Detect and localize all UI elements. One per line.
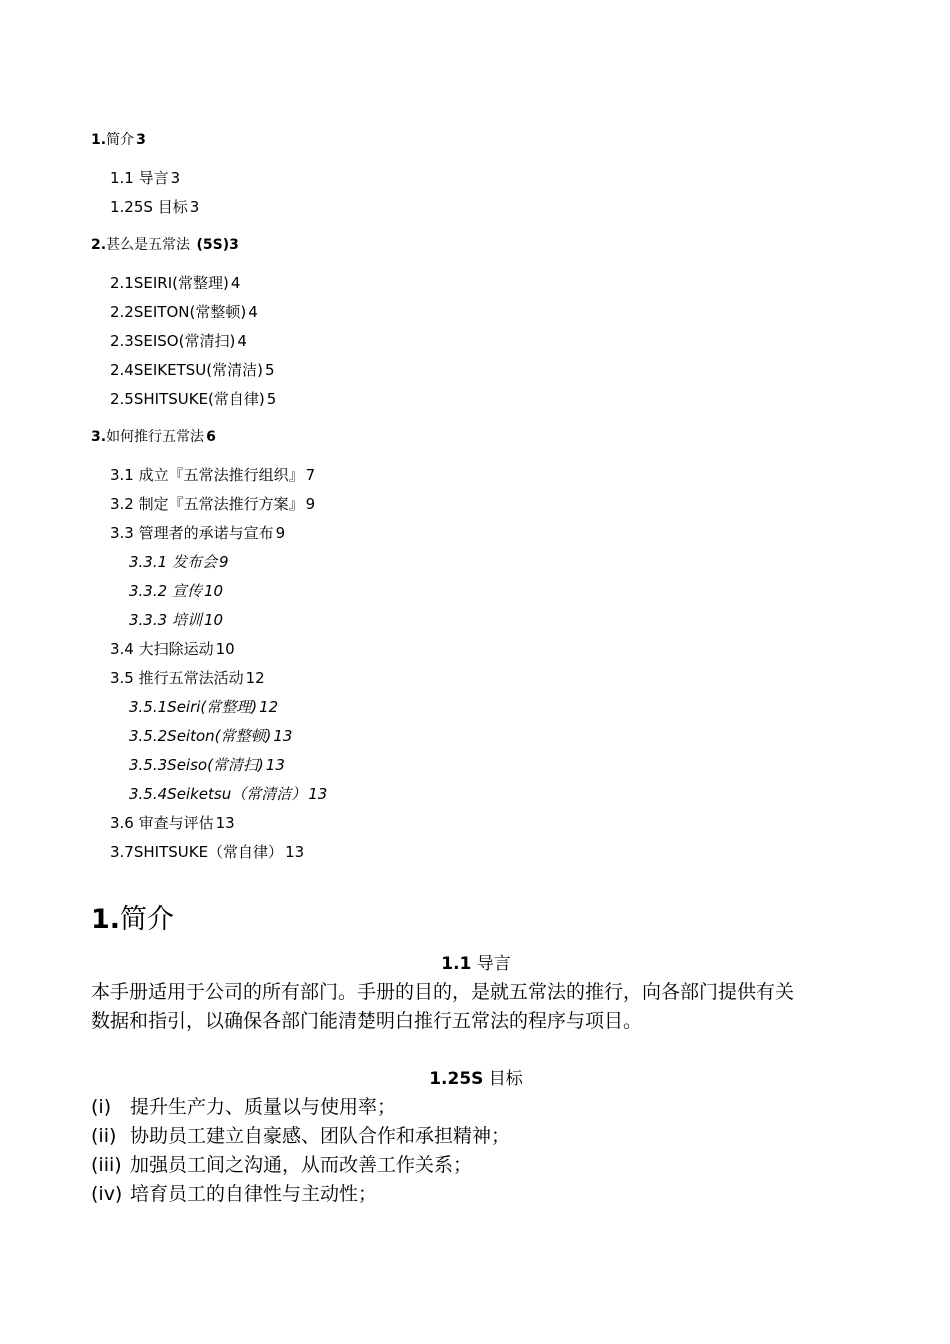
toc-entry[interactable] xyxy=(91,298,871,327)
toc-entry[interactable] xyxy=(91,423,871,452)
toc-entry-page: 10 xyxy=(203,611,224,629)
intro-title: 导言 xyxy=(471,954,511,974)
goals-title: 目标 xyxy=(483,1069,523,1089)
goal-item-text: 协助员工建立自豪感、团队合作和承担精神； xyxy=(130,1125,511,1147)
toc-entry-number: 2.2 xyxy=(110,303,134,321)
goals-list xyxy=(91,1093,861,1209)
toc-entry-number: 3.2 xyxy=(110,495,134,513)
goal-item-marker: (iv) xyxy=(91,1183,123,1205)
toc-entry-number: 2.3 xyxy=(110,332,134,350)
section-number: 1. xyxy=(91,904,121,935)
toc-entry-number: 3.3.2 xyxy=(129,582,168,600)
toc-entry-title: Seiso(常清扫) xyxy=(167,756,264,774)
toc-entry[interactable] xyxy=(91,519,871,548)
toc-entry[interactable] xyxy=(91,577,871,606)
toc-entry-title: SHITSUKE（常自律） xyxy=(133,843,284,861)
toc-entry-page: 13 xyxy=(265,756,285,774)
toc-entry-page: 3 xyxy=(189,198,200,216)
toc-entry[interactable] xyxy=(91,751,871,780)
toc-entry-page: 10 xyxy=(215,640,235,658)
toc-entry-page: 4 xyxy=(230,274,241,292)
toc-entry[interactable] xyxy=(91,722,871,751)
toc-entry-page: 13 xyxy=(285,843,305,861)
toc-entry-page: 13 xyxy=(308,785,328,803)
toc-entry[interactable] xyxy=(91,780,871,809)
toc-entry[interactable] xyxy=(91,126,871,155)
toc-entry-page: 5 xyxy=(266,390,277,408)
toc-entry-number: 3.5.3 xyxy=(129,756,168,774)
toc-entry-title: 管理者的承诺与宣布 xyxy=(133,524,274,542)
goals-number: 1.25S xyxy=(429,1069,484,1089)
goal-item-text: 加强员工间之沟通，从而改善工作关系； xyxy=(130,1154,473,1176)
toc-entry-number: 3.5 xyxy=(110,669,134,687)
toc-entry-number: 2.1 xyxy=(110,274,134,292)
toc-entry[interactable] xyxy=(91,356,871,385)
toc-entry[interactable] xyxy=(91,490,871,519)
intro-paragraph-line-1: 本手册适用于公司的所有部门。手册的目的，是就五常法的推行，向各部门提供有关 xyxy=(91,981,795,1003)
toc-entry-number: 2.4 xyxy=(110,361,134,379)
toc-entry-page: 7 xyxy=(305,466,316,484)
toc-entry-title: 审查与评估 xyxy=(133,814,214,832)
toc-entry-title: 宣传 xyxy=(167,582,202,600)
section-heading xyxy=(91,900,174,940)
toc-entry-number: 3.6 xyxy=(110,814,134,832)
toc-entry-number: 1. xyxy=(91,132,107,148)
toc-entry[interactable] xyxy=(91,606,871,635)
toc-entry-title: 大扫除运动 xyxy=(133,640,214,658)
toc-entry-title: Seiton(常整顿) xyxy=(167,727,272,745)
toc-entry-title: 甚么是五常法 xyxy=(106,237,195,253)
toc-entry-title: 推行五常法活动 xyxy=(133,669,244,687)
goal-item xyxy=(91,1151,861,1180)
goal-item xyxy=(91,1093,861,1122)
section-title: 简介 xyxy=(120,904,175,935)
toc-entry-number: 3.1 xyxy=(110,466,134,484)
toc-entry-title: SEITON(常整顿) xyxy=(133,303,247,321)
goal-item xyxy=(91,1180,861,1209)
toc-entry-number: 3.4 xyxy=(110,640,134,658)
toc-entry[interactable] xyxy=(91,269,871,298)
toc-entry[interactable] xyxy=(91,385,871,414)
toc-entry-title: 简介 xyxy=(106,132,135,148)
toc-entry-number: 3.5.4 xyxy=(129,785,168,803)
toc-entry-title: Seiketsu（常清洁） xyxy=(167,785,307,803)
toc-entry[interactable] xyxy=(91,693,871,722)
toc-entry-page: 13 xyxy=(273,727,293,745)
toc-entry-page: 9 xyxy=(275,524,286,542)
toc-entry-page: 10 xyxy=(203,582,224,600)
toc-entry[interactable] xyxy=(91,231,871,260)
toc-entry[interactable] xyxy=(91,838,871,867)
goal-item-marker: (ii) xyxy=(91,1125,117,1147)
toc-entry-page: 12 xyxy=(259,698,279,716)
toc-entry-title: 成立『五常法推行组织』 xyxy=(133,466,304,484)
toc-entry-number: 3. xyxy=(91,429,107,445)
toc-entry-title: SEIRI(常整理) xyxy=(133,274,229,292)
toc-entry-title: 导言 xyxy=(133,169,169,187)
toc-entry[interactable] xyxy=(91,635,871,664)
toc-entry[interactable] xyxy=(91,327,871,356)
intro-heading xyxy=(91,950,861,978)
toc-entry-title: 培训 xyxy=(167,611,202,629)
toc-entry-number: 3.3.3 xyxy=(129,611,168,629)
goals-subsection xyxy=(91,1065,861,1209)
toc-entry-number: 2. xyxy=(91,237,107,253)
toc-entry[interactable] xyxy=(91,664,871,693)
toc-entry-page: 4 xyxy=(248,303,258,321)
toc-entry-page: 6 xyxy=(206,429,216,445)
toc-entry-number: 3.3.1 xyxy=(129,553,168,571)
toc-entry-number: 3.5.2 xyxy=(129,727,168,745)
toc-entry-number: 3.3 xyxy=(110,524,134,542)
toc-entry-title: Seiri(常整理) xyxy=(167,698,258,716)
toc-entry-title: SEISO(常清扫) xyxy=(133,332,236,350)
toc-entry-number: 2.5 xyxy=(110,390,134,408)
intro-paragraph-line-2: 数据和指引，以确保各部门能清楚明白推行五常法的程序与项目。 xyxy=(91,1010,643,1032)
toc-entry-title: 如何推行五常法 xyxy=(106,429,205,445)
toc-entry-page: 9 xyxy=(218,553,229,571)
goal-item-marker: (iii) xyxy=(91,1154,122,1176)
toc-entry[interactable] xyxy=(91,164,871,193)
toc-entry-number: 1.2 xyxy=(110,198,134,216)
toc-entry-number: 1.1 xyxy=(110,169,134,187)
toc-entry[interactable] xyxy=(91,809,871,838)
toc-entry-title: SEIKETSU(常清洁) xyxy=(133,361,263,379)
toc-entry-title: 5S 目标 xyxy=(133,198,188,216)
goals-heading xyxy=(91,1065,861,1093)
toc-entry-page: 3 xyxy=(136,132,146,148)
toc-entry-page: 3 xyxy=(170,169,181,187)
toc-entry-page: 4 xyxy=(237,332,247,350)
goal-item-text: 培育员工的自律性与主动性； xyxy=(130,1183,378,1205)
table-of-contents xyxy=(91,126,871,867)
toc-entry-page: 9 xyxy=(305,495,316,513)
toc-entry[interactable] xyxy=(91,461,871,490)
goal-item-text: 提升生产力、质量以与使用率； xyxy=(130,1096,397,1118)
toc-entry-page: 12 xyxy=(245,669,265,687)
toc-entry-title: 制定『五常法推行方案』 xyxy=(133,495,304,513)
intro-subsection xyxy=(91,950,861,1036)
toc-entry-number: 3.5.1 xyxy=(129,698,168,716)
goal-item-marker: (i) xyxy=(91,1096,112,1118)
toc-entry-page: 5 xyxy=(264,361,275,379)
toc-entry-title: SHITSUKE(常自律) xyxy=(133,390,265,408)
toc-entry-page: (5S)3 xyxy=(196,237,239,253)
toc-entry-page: 13 xyxy=(215,814,235,832)
intro-number: 1.1 xyxy=(441,954,472,974)
goal-item xyxy=(91,1122,861,1151)
toc-entry[interactable] xyxy=(91,548,871,577)
toc-entry-number: 3.7 xyxy=(110,843,134,861)
toc-entry-title: 发布会 xyxy=(167,553,217,571)
toc-entry[interactable] xyxy=(91,193,871,222)
